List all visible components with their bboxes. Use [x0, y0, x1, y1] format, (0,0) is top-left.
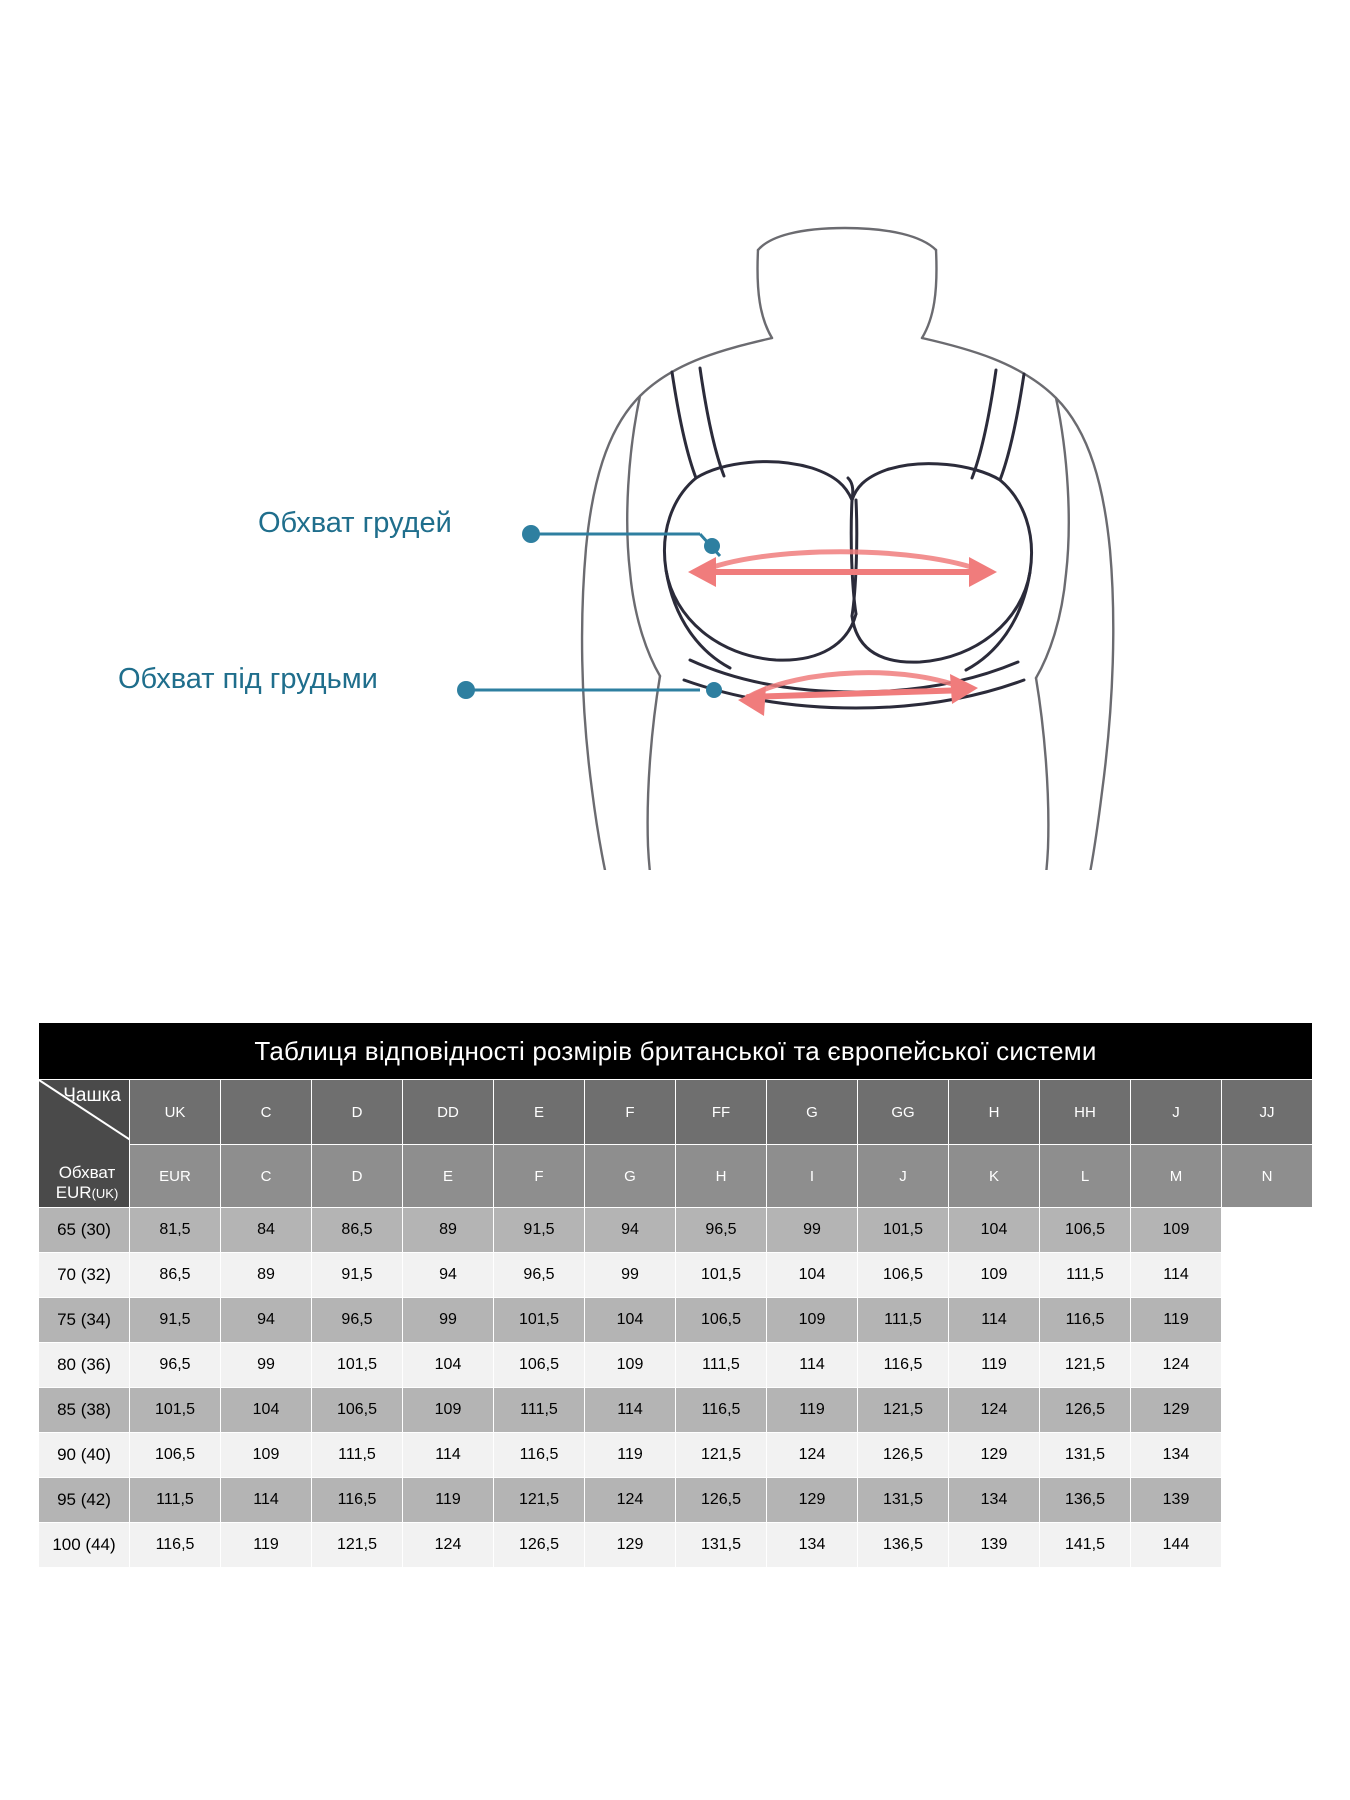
cell-value: 121,5: [858, 1388, 949, 1433]
cell-value: 106,5: [130, 1433, 221, 1478]
cell-value: 86,5: [312, 1208, 403, 1253]
cell-value: 131,5: [1040, 1433, 1131, 1478]
row-band-label: 65 (30): [39, 1208, 130, 1253]
underbust-measure-label: Обхват під грудьми: [118, 663, 378, 695]
cell-value: 96,5: [312, 1298, 403, 1343]
cell-value: 121,5: [312, 1523, 403, 1568]
eur-cup-header: N: [1222, 1145, 1313, 1208]
cell-value: 91,5: [312, 1253, 403, 1298]
cell-value: 96,5: [494, 1253, 585, 1298]
cell-value: 111,5: [858, 1298, 949, 1343]
cell-value: 109: [585, 1343, 676, 1388]
cell-value: 139: [949, 1523, 1040, 1568]
cell-value: 91,5: [494, 1208, 585, 1253]
cell-value: 136,5: [858, 1523, 949, 1568]
eur-header-row: [39, 1145, 1313, 1208]
cell-value: 114: [1131, 1253, 1222, 1298]
cell-value: 106,5: [1040, 1208, 1131, 1253]
cell-value: 126,5: [676, 1478, 767, 1523]
body-outline: [582, 228, 1113, 870]
cell-value: 124: [585, 1478, 676, 1523]
cell-value: 84: [221, 1208, 312, 1253]
cell-value: 116,5: [130, 1523, 221, 1568]
corner-cup-label: Чашка: [63, 1085, 121, 1106]
cell-value: 124: [403, 1523, 494, 1568]
underbust-leader-line: [457, 681, 722, 699]
table-row: [39, 1253, 1313, 1298]
cell-value: 119: [1131, 1298, 1222, 1343]
eur-system-header: EUR: [130, 1145, 221, 1208]
uk-cup-header: E: [494, 1080, 585, 1145]
uk-cup-header: FF: [676, 1080, 767, 1145]
corner-header-cell: [39, 1080, 130, 1208]
torso-diagram-svg: [0, 0, 1350, 870]
cell-value: 119: [949, 1343, 1040, 1388]
cell-value: 109: [1131, 1208, 1222, 1253]
cell-value: 134: [767, 1523, 858, 1568]
cell-value: 131,5: [858, 1478, 949, 1523]
eur-cup-header: J: [858, 1145, 949, 1208]
eur-cup-header: E: [403, 1145, 494, 1208]
bust-leader-line: [522, 525, 720, 556]
cell-value: 129: [949, 1433, 1040, 1478]
bust-measure-arrow: [688, 552, 997, 587]
cell-value: 116,5: [312, 1478, 403, 1523]
cell-value: 109: [221, 1433, 312, 1478]
cell-value: 86,5: [130, 1253, 221, 1298]
cell-value: 126,5: [1040, 1388, 1131, 1433]
corner-eur-label: Обхват EUR(UK): [55, 1163, 119, 1202]
cell-value: 94: [221, 1298, 312, 1343]
row-band-label: 100 (44): [39, 1523, 130, 1568]
row-band-label: 95 (42): [39, 1478, 130, 1523]
eur-cup-header: H: [676, 1145, 767, 1208]
row-band-label: 70 (32): [39, 1253, 130, 1298]
eur-cup-header: M: [1131, 1145, 1222, 1208]
table-row: [39, 1478, 1313, 1523]
cell-value: 104: [949, 1208, 1040, 1253]
uk-system-header: UK: [130, 1080, 221, 1145]
cell-value: 114: [403, 1433, 494, 1478]
row-band-label: 90 (40): [39, 1433, 130, 1478]
uk-cup-header: JJ: [1222, 1080, 1313, 1145]
cell-value: 104: [403, 1343, 494, 1388]
cell-value: 101,5: [130, 1388, 221, 1433]
cell-value: 134: [1131, 1433, 1222, 1478]
table-row: [39, 1433, 1313, 1478]
cell-value: 94: [403, 1253, 494, 1298]
cell-value: 136,5: [1040, 1478, 1131, 1523]
cell-value: 114: [949, 1298, 1040, 1343]
cell-value: 99: [221, 1343, 312, 1388]
cell-value: 101,5: [494, 1298, 585, 1343]
uk-cup-header: DD: [403, 1080, 494, 1145]
cell-value: 111,5: [130, 1478, 221, 1523]
cell-value: 94: [585, 1208, 676, 1253]
bra-outline: [664, 368, 1031, 708]
cell-value: 99: [403, 1298, 494, 1343]
cell-value: 121,5: [676, 1433, 767, 1478]
cell-value: 124: [949, 1388, 1040, 1433]
uk-cup-header: HH: [1040, 1080, 1131, 1145]
cell-value: 116,5: [494, 1433, 585, 1478]
cell-value: 91,5: [130, 1298, 221, 1343]
eur-cup-header: I: [767, 1145, 858, 1208]
row-band-label: 85 (38): [39, 1388, 130, 1433]
cell-value: 139: [1131, 1478, 1222, 1523]
cell-value: 106,5: [676, 1298, 767, 1343]
cell-value: 126,5: [858, 1433, 949, 1478]
cell-value: 106,5: [494, 1343, 585, 1388]
table-row: [39, 1523, 1313, 1568]
cell-value: 119: [221, 1523, 312, 1568]
cell-value: 121,5: [494, 1478, 585, 1523]
table-row: [39, 1343, 1313, 1388]
table-row: [39, 1298, 1313, 1343]
row-band-label: 80 (36): [39, 1343, 130, 1388]
cell-value: 109: [403, 1388, 494, 1433]
bust-measure-label: Обхват грудей: [258, 507, 452, 539]
cell-value: 99: [585, 1253, 676, 1298]
uk-cup-header: F: [585, 1080, 676, 1145]
cell-value: 111,5: [494, 1388, 585, 1433]
cell-value: 89: [403, 1208, 494, 1253]
cell-value: 104: [221, 1388, 312, 1433]
cell-value: 109: [767, 1298, 858, 1343]
cell-value: 129: [1131, 1388, 1222, 1433]
cell-value: 129: [585, 1523, 676, 1568]
cell-value: 104: [767, 1253, 858, 1298]
cell-value: 114: [221, 1478, 312, 1523]
cell-value: 124: [1131, 1343, 1222, 1388]
uk-cup-header: H: [949, 1080, 1040, 1145]
uk-cup-header: J: [1131, 1080, 1222, 1145]
eur-cup-header: C: [221, 1145, 312, 1208]
cell-value: 106,5: [312, 1388, 403, 1433]
measurement-illustration: [0, 0, 1350, 870]
cell-value: 119: [767, 1388, 858, 1433]
size-conversion-table: [38, 1022, 1313, 1568]
cell-value: 124: [767, 1433, 858, 1478]
cell-value: 101,5: [676, 1253, 767, 1298]
cell-value: 99: [767, 1208, 858, 1253]
cell-value: 81,5: [130, 1208, 221, 1253]
cell-value: 116,5: [676, 1388, 767, 1433]
cell-value: 114: [767, 1343, 858, 1388]
cell-value: 119: [403, 1478, 494, 1523]
cell-value: 144: [1131, 1523, 1222, 1568]
table-title-row: [39, 1023, 1313, 1080]
cell-value: 111,5: [676, 1343, 767, 1388]
eur-cup-header: D: [312, 1145, 403, 1208]
cell-value: 134: [949, 1478, 1040, 1523]
cell-value: 131,5: [676, 1523, 767, 1568]
cell-value: 129: [767, 1478, 858, 1523]
row-band-label: 75 (34): [39, 1298, 130, 1343]
eur-cup-header: F: [494, 1145, 585, 1208]
eur-cup-header: L: [1040, 1145, 1131, 1208]
cell-value: 101,5: [312, 1343, 403, 1388]
cell-value: 111,5: [312, 1433, 403, 1478]
cell-value: 89: [221, 1253, 312, 1298]
cell-value: 121,5: [1040, 1343, 1131, 1388]
eur-cup-header: K: [949, 1145, 1040, 1208]
cell-value: 96,5: [676, 1208, 767, 1253]
uk-cup-header: G: [767, 1080, 858, 1145]
table-row: [39, 1208, 1313, 1253]
cell-value: 114: [585, 1388, 676, 1433]
table-title: Таблиця відповідності розмірів британської та європейської системи: [39, 1023, 1313, 1080]
uk-cup-header: C: [221, 1080, 312, 1145]
cell-value: 141,5: [1040, 1523, 1131, 1568]
underbust-measure-arrow: [738, 673, 978, 716]
cell-value: 126,5: [494, 1523, 585, 1568]
cell-value: 111,5: [1040, 1253, 1131, 1298]
size-chart-container: [38, 1022, 1313, 1568]
uk-header-row: [39, 1080, 1313, 1145]
cell-value: 96,5: [130, 1343, 221, 1388]
uk-cup-header: D: [312, 1080, 403, 1145]
cell-value: 101,5: [858, 1208, 949, 1253]
cell-value: 119: [585, 1433, 676, 1478]
cell-value: 106,5: [858, 1253, 949, 1298]
uk-cup-header: GG: [858, 1080, 949, 1145]
cell-value: 109: [949, 1253, 1040, 1298]
cell-value: 116,5: [1040, 1298, 1131, 1343]
eur-cup-header: G: [585, 1145, 676, 1208]
cell-value: 116,5: [858, 1343, 949, 1388]
table-row: [39, 1388, 1313, 1433]
cell-value: 104: [585, 1298, 676, 1343]
